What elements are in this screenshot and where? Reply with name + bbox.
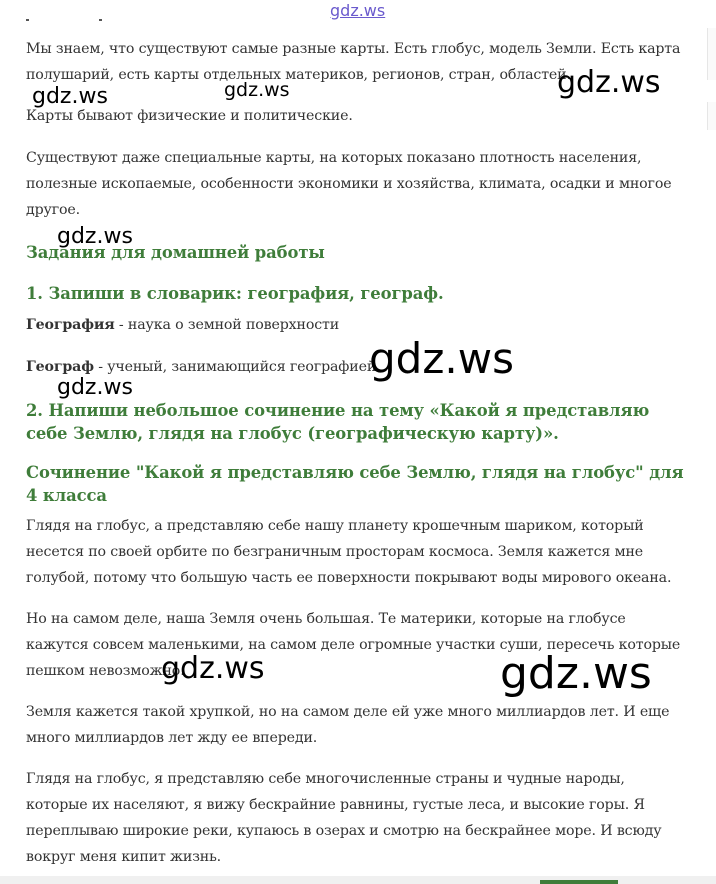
essay-paragraph: Глядя на глобус, а представляю себе нашу планету крошечным шариком, который несется по своей орбите по безграничным просторам космоса. Земля кажется мне голубой, потому что большую часть ее поверхности покрывают воды мирового океана. (26, 518, 672, 586)
side-widget (707, 102, 716, 130)
term: Географ (26, 359, 94, 375)
watermark: gdz.ws (224, 79, 290, 101)
watermark: gdz.ws (161, 651, 265, 686)
task-2-heading: 2. Напиши небольшое сочинение на тему «Какой я представляю себе Землю, глядя на глобус (географическую карту)». (26, 401, 650, 443)
definition-geography (26, 312, 686, 338)
essay-heading: Сочинение "Какой я представляю себе Землю, глядя на глобус" для 4 класса (26, 463, 684, 505)
watermark: gdz.ws (369, 334, 514, 383)
task-1-heading: 1. Запиши в словарик: география, географ. (26, 284, 444, 303)
definition-text: - наука о земной поверхности (114, 317, 340, 333)
homework-heading: Задания для домашней работы (26, 243, 325, 262)
intro-paragraph: Карты бывают физические и политические. (26, 108, 353, 124)
intro-paragraph: Существуют даже специальные карты, на которых показано плотность населения, полезные ископаемые, особенности экономики и хозяйства, климата, осадки и многое другое. (26, 150, 672, 218)
green-button-edge[interactable] (540, 880, 618, 884)
term: География (26, 317, 115, 333)
essay-paragraph: Глядя на глобус, я представляю себе многочисленные страны и чудные народы, которые их населяют, я вижу бескрайние равнины, густые леса, и высокие горы. Я переплываю широкие реки, купаюсь в озерах и смотрю на бескрайнее море. И всюду вокруг меня кипит жизнь. (26, 771, 662, 865)
intro-paragraph: Мы знаем, что существуют самые разные карты. Есть глобус, модель Земли. Есть карта полушарий, есть карты отдельных материков, регионов, стран, областей. (26, 41, 681, 83)
watermark-link[interactable]: gdz.ws (330, 1, 386, 20)
watermark: gdz.ws (57, 224, 133, 249)
watermark: gdz.ws (32, 84, 108, 109)
watermark: gdz.ws (57, 375, 133, 400)
watermark: gdz.ws (500, 648, 652, 699)
side-widget (707, 28, 716, 80)
cut-off-text-line (26, 19, 102, 21)
definition-text: - ученый, занимающийся географией (93, 359, 377, 375)
essay-paragraph: Но на самом деле, наша Земля очень большая. Те материки, которые на глобусе кажутся совсем маленькими, на самом деле огромные участки суши, пересечь которые пешком невозможно. (26, 611, 681, 679)
watermark: gdz.ws (557, 65, 661, 100)
essay-paragraph: Земля кажется такой хрупкой, но на самом деле ей уже много миллиардов лет. И еще много миллиардов лет жду ее впереди. (26, 704, 670, 746)
